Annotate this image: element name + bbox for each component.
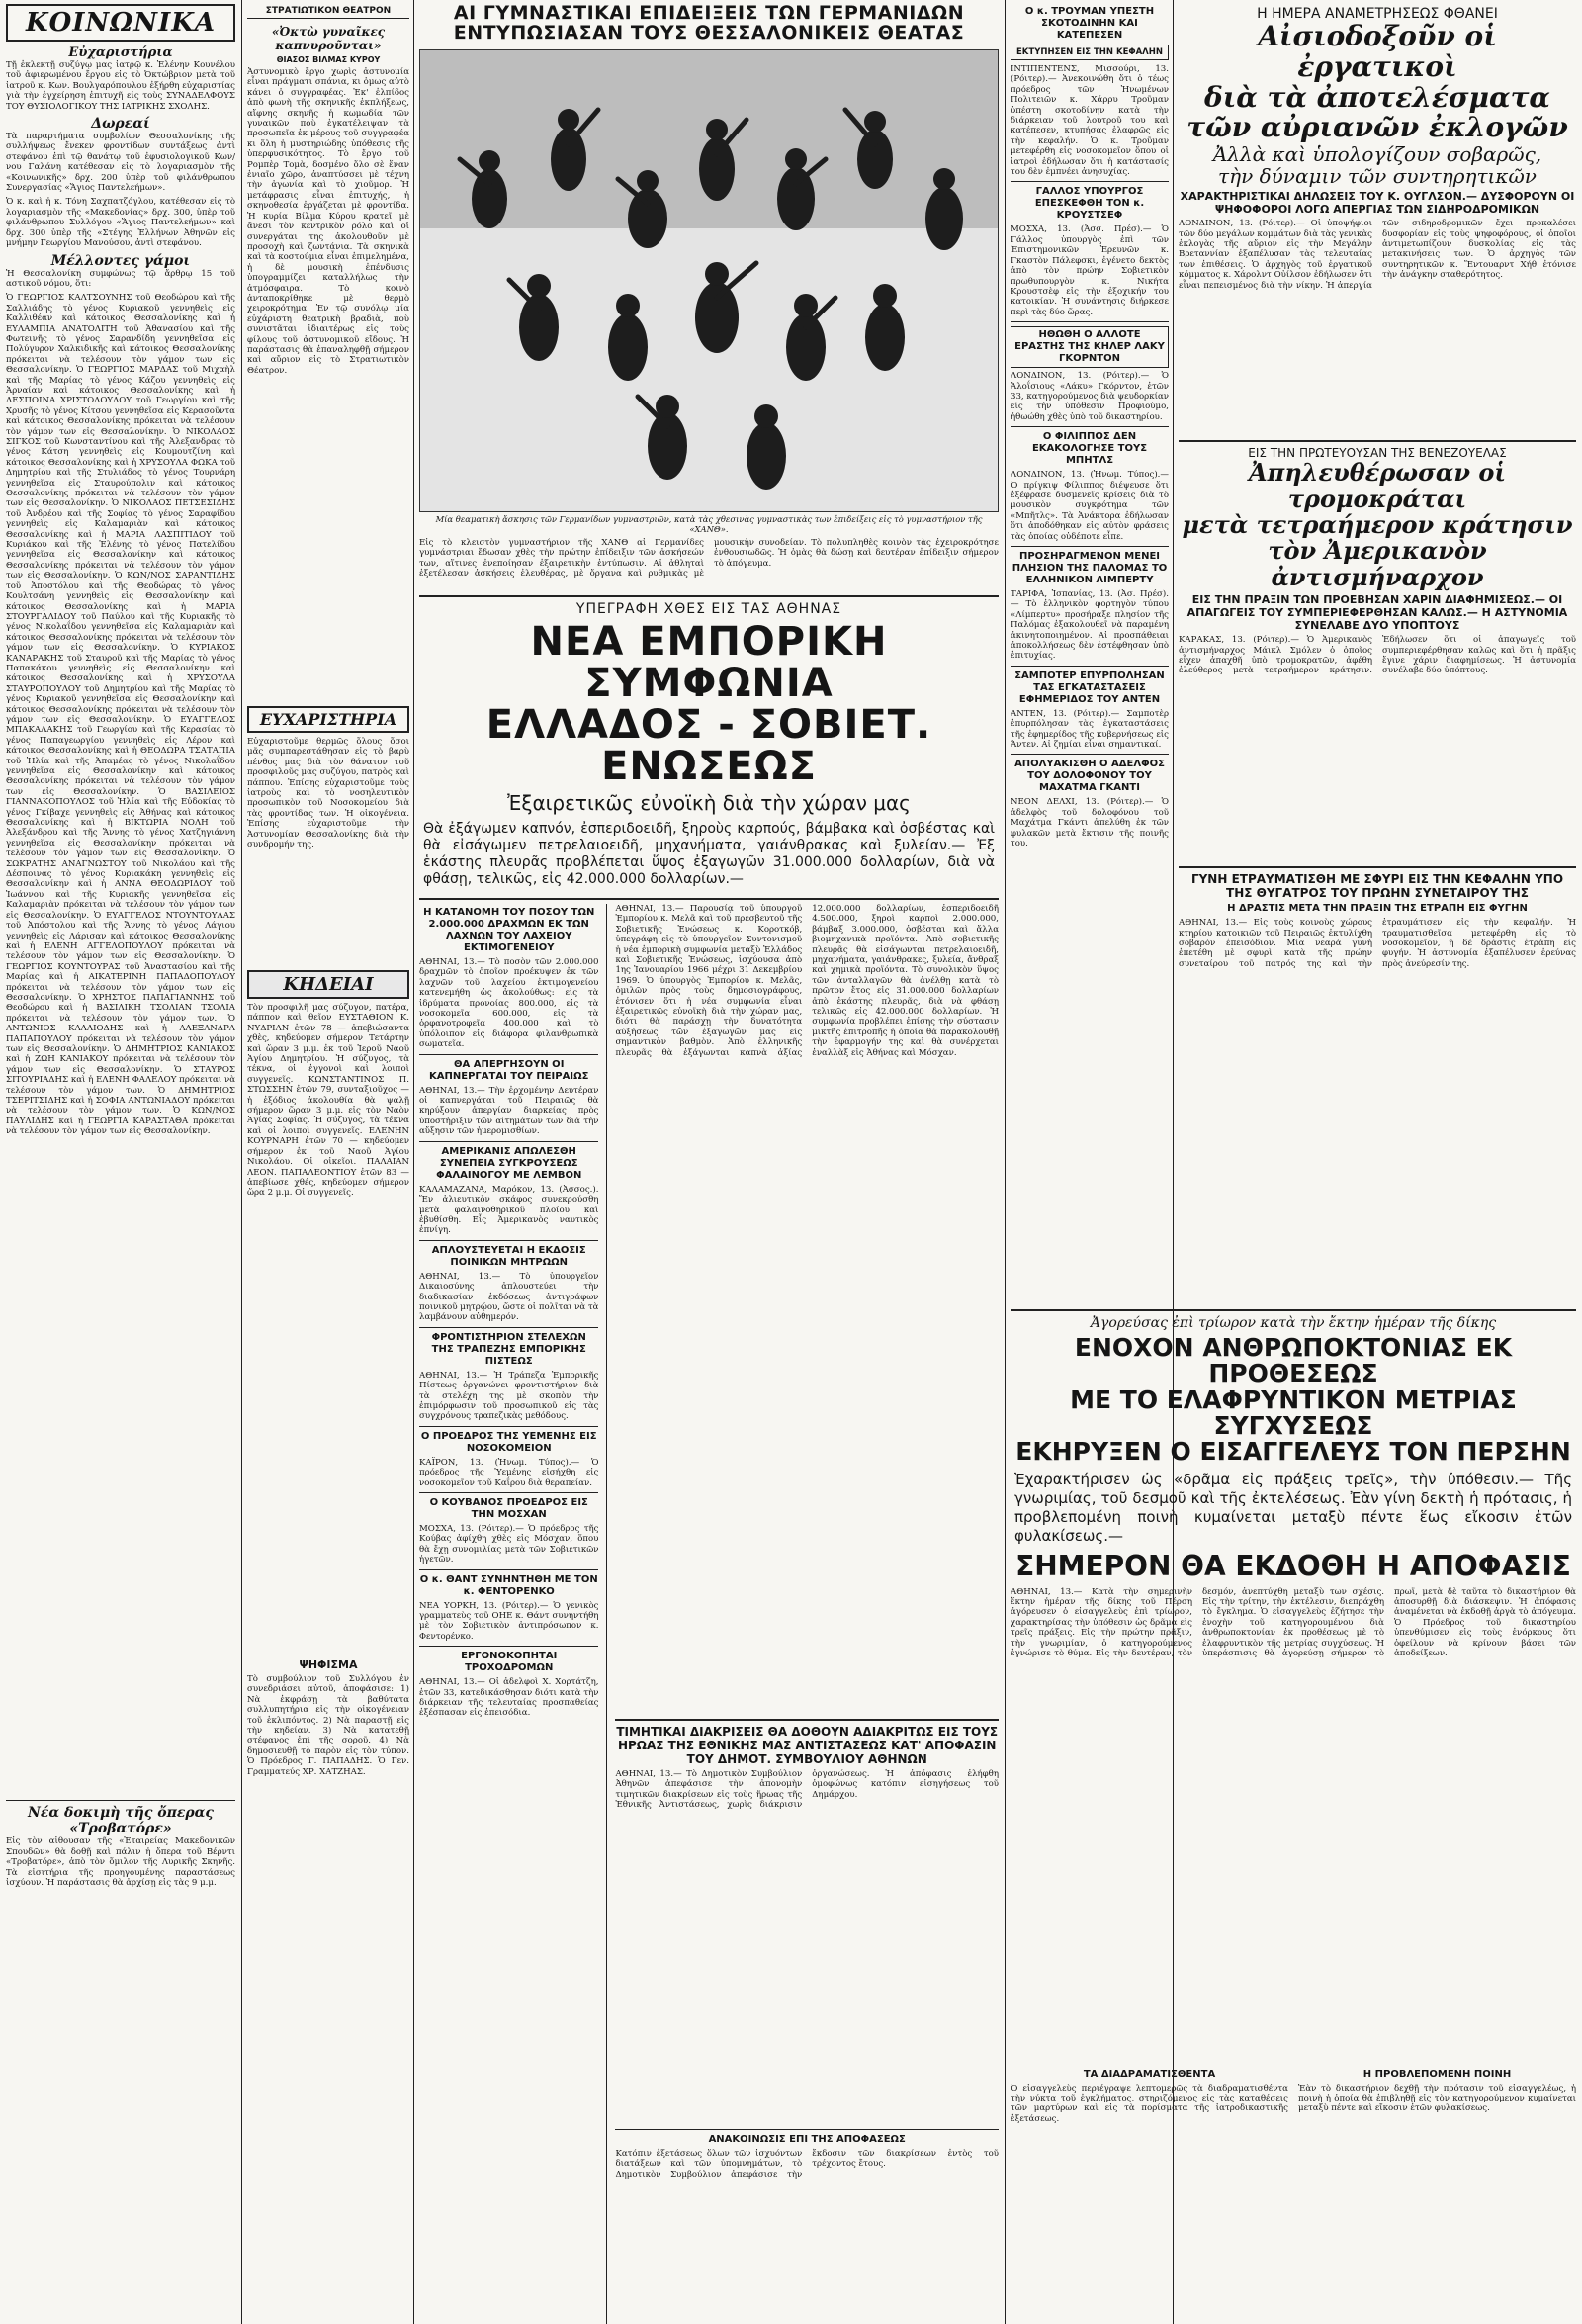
trade-headline-2: ΕΛΛΑΔΟΣ - ΣΟΒΙΕΤ. ΕΝΩΣΕΩΣ [485, 702, 932, 789]
resolution-title: ΨΗΦΙΣΜΑ [299, 1658, 358, 1671]
woman-text: ΑΘΗΝΑΙ, 13.— Εἰς τοὺς κοινοὺς χώρους κτηρίου κατοικιῶν τοῦ Πειραιῶς ἐκτυλίχθη σοβαρὸν ἐπεισόδιον. Μία νεαρὰ γυνὴ ἐπετέθη μὲ σφυρὶ κατὰ τῆς πρώην συνεταίρου τοῦ πατρός της καὶ τὴν ἐτραυμάτισεν εἰς τὴν κεφαλήν. Ἡ τραυματισθεῖσα μετεφέρθη εἰς τὸ νοσοκομεῖον, ἡ δὲ δράστις ἐτράπη εἰς φυγήν. Ἡ ἀστυνομία ἐξαπέλυσεν ἐρεύνας πρὸς ἀνεύρεσίν της. [1179, 918, 1576, 969]
woman-headline: ΓΥΝΗ ΕΤΡΑΥΜΑΤΙΣΘΗ ΜΕ ΣΦΥΡΙ ΕΙΣ ΤΗΝ ΚΕΦΑΛΗΝ ΥΠΟ ΤΗΣ ΘΥΓΑΤΡΟΣ ΤΟΥ ΠΡΩΗΝ ΣΥΝΕΤΑΙΡΟΥ ΤΗΣ [1190, 872, 1564, 901]
tobacco-strike-headline: ΘΑ ΑΠΕΡΓΗΣΟΥΝ ΟΙ ΚΑΠΝΕΡΓΑΤΑΙ ΤΟΥ ΠΕΙΡΑΙΩΣ [429, 1058, 589, 1082]
collision-headline: ΑΜΕΡΙΚΑΝΙΣ ΑΠΩΛΕΣΘΗ ΣΥΝΕΠΕΙΑ ΣΥΓΚΡΟΥΣΕΩΣ ΦΑΛΑΙΝΟΓΟΥ ΜΕ ΛΕΜΒΟΝ [436, 1145, 582, 1181]
trade-article: ΑΘΗΝΑΙ, 13.— Παρουσίᾳ τοῦ ὑπουργοῦ Ἐμπορίου κ. Μελᾶ καὶ τοῦ πρεσβευτοῦ τῆς Σοβιετικῆς Ἑνώσεως κ. Κοροτκόβ, ὑπεγράφη εἰς τὸ ὑπουργεῖον Συντονισμοῦ ἡ νέα ἐμπορικὴ συμφωνία μεταξὺ Ἑλλάδος καὶ Σοβιετικῆς Ἑνώσεως, ἰσχύουσα ἀπὸ 1ης Ἰανουαρίου 1966 μέχρι 31 Δεκεμβρίου 1969. Ὁ ὑπουργὸς Ἐμπορίου κ. Μελᾶς, ὁμιλῶν πρὸς τοὺς δημοσιογράφους, ἐτόνισεν ὅτι ἡ νέα συμφωνία εἶναι ἐξαιρετικῶς εὐνοϊκὴ διὰ τὴν χώραν μας, διότι θὰ παράσχῃ τὴν δυνατότητα αὐξήσεως τῶν ἐξαγωγῶν μας εἰς σημαντικὸν βαθμὸν. Ἀπὸ ἑλληνικῆς πλευρᾶς θὰ ἐξάγωνται καπνὰ ἀξίας 12.000.000 δολλαρίων, ἐσπεριδοειδῆ 4.500.000, ξηροὶ καρποὶ 2.000.000, βάμβαξ 3.000.000, ὀσβέσται καὶ ἄλλα βιομηχανικὰ προϊόντα. Ἀπὸ σοβιετικῆς πλευρᾶς θὰ εἰσάγωνται πετρελαιοειδῆ, μηχανήματα, γαιάνθρακες, ξυλεία, ἄνθραξ καὶ χημικὰ προϊόντα. Τὸ συνολικὸν ὕψος τῶν ἀνταλλαγῶν θὰ ἀνέλθῃ κατὰ τὸ πρῶτον ἔτος εἰς 31.000.000 δολλαρίων ἀπὸ ἑκάστης πλευρᾶς, διὰ νὰ φθάσῃ τελικῶς εἰς 42.000.000 δολλαρίων. Ἡ συμφωνία προβλέπει ἐπίσης τὴν σύστασιν μικτῆς ἐπιτροπῆς ἡ ὁποία θὰ παρακολουθῇ τὴν ἐφαρμογήν της καὶ θὰ συνέρχεται ἐναλλὰξ εἰς Ἀθήνας καὶ Μόσχαν. [615, 904, 999, 1058]
philip-text: ΛΟΝΔΙΝΟΝ, 13. (Ἡνωμ. Τύπος).— Ὁ πρίγκιψ Φίλιππος διέψευσε ὅτι ἐξέφρασε δυσμενεῖς κρίσεις διὰ τὸ μουσικὸν συγκρότημα τῶν «Μπῆτλς». Τὰ Ἀνάκτορα ἐδήλωσαν ὅτι ἀποδόθηκαν εἰς αὐτὸν φράσεις τὰς ὁποίας οὐδέποτε εἶπε. [1011, 470, 1169, 542]
road-text: ΑΘΗΝΑΙ, 13.— Οἱ ἀδελφοὶ Χ. Χορτάτζη, ἐτῶν 33, κατεδικάσθησαν διότι κατὰ τὴν διάρκειαν τῆς τελευταίας προσπαθείας ἐξέσπασαν εἰς ἐπεισόδια. [419, 1677, 599, 1719]
trial-kicker: Ἀγορεύσας ἐπὶ τρίωρον κατὰ τὴν ἔκτην ἡμέραν τῆς δίκης [1090, 1315, 1497, 1331]
play-title: «Ὀκτὼ γυναῖκες καπνυροῦνται» [271, 25, 386, 52]
trade-headline-1: ΝΕΑ ΕΜΠΟΡΙΚΗ ΣΥΜΦΩΝΙΑ [530, 619, 888, 706]
tobacco-strike-text: ΑΘΗΝΑΙ, 13.— Τὴν ἐρχομένην Δευτέραν οἱ καπνεργάται τοῦ Πειραιῶς θὰ κηρύξουν ἀπεργίαν διαρκείας πρὸς ὑποστήριξιν τῶν αἰτημάτων των διὰ τὴν αὔξησιν τῶν ἡμερομισθίων. [419, 1085, 599, 1137]
venezuela-headline-3: τὸν Ἀμερικανὸν ἀντισμήναρχον [1268, 536, 1487, 591]
aden-text: ΑΝΤΕΝ, 13. (Ρόιτερ).— Σαμποτὲρ ἐπυρπόλησαν τὰς ἐγκαταστάσεις τῆς ἐφημερίδος τῆς κυβερνήσεως εἰς Ἄντεν. Αἱ ζημίαι εἶναι σημαντικαί. [1011, 708, 1169, 751]
opera-text: Εἰς τὸν αἰθουσαν τῆς «Ἑταιρείας Μακεδονικῶν Σπουδῶν» θὰ δοθῇ καὶ πάλιν ἡ ὄπερα τοῦ Βέρντι «Τροβατόρε», ἀπὸ τὸν ὅμιλον τῆς Λυρικῆς Σκηνῆς. Τὰ εἰσιτήρια τῆς προηγουμένης παραστάσεως ἰσχύουν. Ἡ παράστασις θὰ ἀρχίσῃ εἰς τὰς 9 μ.μ. [6, 1836, 235, 1888]
gymnastics-photo [419, 49, 999, 512]
play-author: ΘΙΑΣΟΣ ΒΙΛΜΑΣ ΚΥΡΟΥ [276, 55, 381, 64]
trial-penalty-text: Ἐὰν τὸ δικαστήριον δεχθῇ τὴν πρότασιν τοῦ εἰσαγγελέως, ἡ ποινὴ ἡ ὁποία θὰ ἐπιβληθῇ εἰς τὸν κατηγορούμενον κυμαίνεται μεταξὺ πέντε καὶ εἴκοσιν ἐτῶν φυλακίσεως. [1298, 2083, 1576, 2114]
gymnastics-caption: Μία θεαματικὴ ἄσκησις τῶν Γερμανίδων γυμναστριῶν, κατὰ τὰς χθεσινὰς γυμναστικὰς των ἐπιδείξεις εἰς τὸ γυμναστήριον τῆς «ΧΑΝΘ». [435, 513, 983, 534]
criminal-records-text: ΑΘΗΝΑΙ, 13.— Τὸ ὑπουργεῖον Δικαιοσύνης ἀπλουστεύει τὴν διαδικασίαν ἐκδόσεως ἀντιγράφων ποινικοῦ μητρῴου, ὥστε οἱ πολῖται νὰ τὰ λαμβάνουν αὐθημερόν. [419, 1271, 599, 1323]
trial-headline-1: ΕΝΟΧΟΝ ΑΝΘΡΩΠΟΚΤΟΝΙΑΣ ΕΚ ΠΡΟΘΕΣΕΩΣ [1074, 1333, 1513, 1388]
trade-kicker: ΥΠΕΓΡΑΦΗ ΧΘΕΣ ΕΙΣ ΤΑΣ ΑΘΗΝΑΣ [575, 601, 842, 617]
thanks-title: Εὐχαριστήρια [68, 45, 173, 60]
opera-title: Νέα δοκιμὴ τῆς ὄπερας «Τροβατόρε» [28, 1805, 214, 1837]
venezuela-headline-1: Ἀπηλευθέρωσαν οἱ τρομοκράται [1249, 458, 1506, 513]
donations-text-b: Ὁ κ. καὶ ἡ κ. Τόνη Σαχπατζόγλου, κατέθεσαν εἰς τὸ λογαριασμὸν τῆς «Μακεδονίας» δρχ. 300, ὑπὲρ τοῦ φιλάνθρωπου Συλλόγου «Ἅγιος Παντελεήμων» καὶ δρχ. 300 ὑπὲρ τῆς «Στέγης Ἑλλήνων Ἀθηνῶν εἰς μνήμην Γεωργίου Μανούσου, ἀντὶ στεφάνου. [6, 197, 235, 249]
road-headline: ΕΡΓΟΝΟΚΟΠΗΤΑΙ ΤΡΟΧΟΔΡΟΜΩΝ [461, 1651, 558, 1674]
trade-lead: Θὰ ἐξάγωμεν καπνόν, ἐσπεριδοειδῆ, ξηροὺς καρπούς, βάμβακα καὶ ὀσβέστας καὶ θὰ εἰσάγωμεν πετρελαιοειδῆ, μηχανήματα, γαιάνθρακας καὶ ξυλείαν.— Ἐξ ἑκάστης πλευρᾶς προβλέπεται ὕψος ἐξαγωγῶν 31.000.000 δολλαρίων, διὰ νὰ φθάσῃ, τελικῶς, εἰς 42.000.000 δολλαρίων.— [423, 821, 995, 887]
election-subhead: ΧΑΡΑΚΤΗΡΙΣΤΙΚΑΙ ΔΗΛΩΣΕΙΣ ΤΟΥ Κ. ΟΥΓΛΣΟΝ.— ΔΥΣΦΟΡΟΥΝ ΟΙ ΨΗΦΟΦΟΡΟΙ ΛΟΓΩ ΑΠΕΡΓΙΑΣ ΤΩΝ ΣΙΔΗΡΟΔΡΟΜΙΚΩΝ [1180, 190, 1575, 217]
column-social [6, 0, 235, 2324]
resistance-headline: ΤΙΜΗΤΙΚΑΙ ΔΙΑΚΡΙΣΕΙΣ ΘΑ ΔΟΘΟΥΝ ΑΔΙΑΚΡΙΤΩΣ ΕΙΣ ΤΟΥΣ ΗΡΩΑΣ ΤΗΣ ΕΘΝΙΚΗΣ ΜΑΣ ΑΝΤΙΣΤΑΣΕΩΣ ΚΑΤ' ΑΠΟΦΑΣΙΝ ΤΟΥ ΔΗΜΟΤ. ΣΥΜΒΟΥΛΙΟΥ ΑΘΗΝΩΝ [616, 1725, 999, 1766]
criminal-records-headline: ΑΠΛΟΥΣΤΕΥΕΤΑΙ Η ΕΚΔΟΣΙΣ ΠΟΙΝΙΚΩΝ ΜΗΤΡΩΩΝ [431, 1244, 586, 1268]
thanks-text: Τῇ ἐκλεκτῇ συζύγῳ μας ἰατρῷ κ. Ἐλένην Κουνέλου τοῦ ἀφιερωμένου ἔργου εἰς τὸ Ὀκτώβριον μετὰ τοῦ ἰατροῦ κ. Κων. Βουλγαρόπουλου ἐξήρθη εὐχαριστίας γιὰ τὴν ἐγχείρηση ἐπιτυχῆ εἰς τοὺς ΣΥΝΑΔΕΛΦΟΥΣ ΤΟΥ ΘΥΣΙΟΛΟΓΙΚΟΥ ΤΗΣ ΙΑΤΡΙΚΗΣ ΣΧΟΛΗΣ. [6, 60, 235, 112]
trial-events-text: Ὁ εἰσαγγελεὺς περιέγραψε λεπτομερῶς τὰ διαδραματισθέντα τὴν νύκτα τοῦ ἐγκλήματος, στηριζόμενος εἰς τὰς καταθέσεις τῶν μαρτύρων καὶ εἰς τὰ πορίσματα τῆς ἰατροδικαστικῆς ἐξετάσεως. [1011, 2083, 1288, 2124]
funerals-text: Τὸν προσφιλῆ μας σύζυγον, πατέρα, πάππον καὶ θεῖον ΕΥΣΤΑΘΙΟΝ Κ. ΝΥΔΡΙΑΝ ἐτῶν 78 — ἀπεβιώσαντα χθὲς, κηδεύομεν σήμερον Τετάρτην καὶ ὥραν 3 μ.μ. ἐκ τοῦ Ἱεροῦ Ναοῦ Ἁγίου Δημητρίου. Ἡ σύζυγος, τὰ τέκνα, οἱ ἐγγονοὶ καὶ λοιποὶ συγγενεῖς. ΚΩΝΣΤΑΝΤΙΝΟΣ Π. ΣΤΩΣΣΗΝ ἐτῶν 79, συνταξιοῦχος — ἡ ἐξόδιος ἀκολουθία θὰ ψαλῇ σήμερον ὥραν 3 μ.μ. εἰς τὸν Ναὸν Ἁγίας Σοφίας. Ἡ σύζυγος, τὰ τέκνα καὶ οἱ λοιποὶ συγγενεῖς. ΕΛΕΝΗΝ ΚΟΥΡΝΑΡΗ ἐτῶν 70 — κηδεύομεν σήμερον ἐκ τοῦ Ναοῦ Ἁγίου Νικολάου. Οἱ οἰκεῖοι. ΠΑΛΑΙΑΝ ΛΕΟΝ. ΠΑΠΑΛΕΟΝΤΙΟΥ ἐτῶν 83 — ἀπεβίωσε χθές, κηδεύομεν σήμερον ὥρα 2 μ.μ. Οἱ συγγενεῖς. [247, 1003, 409, 1199]
truman-headline: Ο κ. ΤΡΟΥΜΑΝ ΥΠΕΣΤΗ ΣΚΟΤΟΔΙΝΗΝ ΚΑΙ ΚΑΤΕΠΕΣΕΝ [1024, 6, 1155, 41]
gordon-text: ΛΟΝΔΙΝΟΝ, 13. (Ρόιτερ).— Ὁ Ἀλοΐσιους «Λάκυ» Γκόρντον, ἐτῶν 33, κατηγορούμενος διὰ ψευδορκίαν εἰς τὴν ὑπόθεσιν Προφιούμο, ἠθωώθη χθὲς ὑπὸ τοῦ δικαστηρίου. [1011, 371, 1169, 422]
lottery-headline: Η ΚΑΤΑΝΟΜΗ ΤΟΥ ΠΟΣΟΥ ΤΩΝ 2.000.000 ΔΡΑΧΜΩΝ ΕΚ ΤΩΝ ΛΑΧΝΩΝ ΤΟΥ ΛΑΧΕΙΟΥ ΕΚΤΙΜΟΓΕΝΕΙΟΥ [423, 907, 595, 953]
resistance-text: ΑΘΗΝΑΙ, 13.— Τὸ Δημοτικὸν Συμβούλιον Ἀθηνῶν ἀπεφάσισε τὴν ἀπονομὴν τιμητικῶν διακρίσεων εἰς τοὺς ἥρωας τῆς Ἐθνικῆς Ἀντιστάσεως, χωρὶς διάκρισιν ὀργανώσεως. Ἡ ἀπόφασις ἐλήφθη ὁμοφώνως κατόπιν εἰσηγήσεως τοῦ Δημάρχου. [615, 1769, 999, 1811]
election-headline-2: διὰ τὰ ἀποτελέσματα [1204, 80, 1550, 114]
philip-headline: Ο ΦΙΛΙΠΠΟΣ ΔΕΝ ΕΚΑΚΟΛΟΓΗΣΕ ΤΟΥΣ ΜΠΗΤΛΣ [1031, 431, 1148, 467]
trial-story [1011, 1305, 1576, 2324]
election-deck-2: τὴν δύναμιν τῶν συντηρητικῶν [1218, 164, 1537, 189]
gandhi-text: ΝΕΟΝ ΔΕΛΧΙ, 13. (Ρόιτερ).— Ὁ ἀδελφὸς τοῦ δολοφόνου τοῦ Μαχάτμα Γκάντι ἀπελύθη ἐκ τῶν φυλακῶν μετὰ ἔκτισιν τῆς ποινῆς του. [1011, 797, 1169, 849]
election-headline-1: Αἰσιοδοξοῦν οἱ ἐργατικοὶ [1258, 20, 1497, 83]
liberty-text: ΤΑΡΙΦΑ, Ἱσπανίας, 13. (Ἀσ. Πρέσ).— Τὸ ἑλληνικὸν φορτηγὸν τύπου «Λίμπερτυ» προσήραξε πλησίον τῆς Παλόμας ἐξακολουθεῖ νὰ παραμένη ἀκινητοποιημένον. Αἱ προσπάθειαι ἀποκολλήσεως δὲν ἐστέφθησαν ὑπὸ ἐπιτυχίας. [1011, 589, 1169, 662]
truman-text: ΙΝΤΙΠΕΝΤΕΝΣ, Μισσούρι, 13. (Ρόιτερ).— Ἀνεκοινώθη ὅτι ὁ τέως πρόεδρος τῶν Ἡνωμένων Πολιτειῶν κ. Χάρρυ Τροῦμαν ὑπέστη σκοτοδίνην κατὰ τὴν διάρκειαν τοῦ λουτροῦ του καὶ κατέπεσεν, κτυπήσας ἐλαφρῶς εἰς τὴν κεφαλήν. Ὁ κ. Τροῦμαν μετεφέρθη εἰς νοσοκομεῖον ὅπου οἱ ἰατροὶ ἐδήλωσαν ὅτι ἡ κατάστασίς του δὲν ἐμπνέει ἀνησυχίας. [1011, 64, 1169, 178]
play-review: Ἀστυνομικὸ ἔργο χωρὶς ἀστυνομία εἶναι πράγματι σπάνια, κι ὁμως αὐτὸ κάνει ὁ συγγραφέας. Ἐκ' ἐλπίδος ἀπὸ φωνὴ τῆς σκηνικῆς ἐκπλήξεως, αἴφνης σκηνῆς ἡ κωμωδία τῶν γυναικῶν ποὺ ἐγκατέλειψαν τὰ προσωπεῖα ἐκ μέρους τοῦ συγγραφέα κι ὅλη ἡ μυστηριώδης ὑπόθεσις τῆς ὑπερφυσικότητος. Τὸ ἔργο τοῦ Ρομπὲρ Τομὰ, δοσμένο ὅλο σὲ ἕναν ἐνιαῖο χῶρο, ἀναπτύσσει μὲ τέχνη τὴν ἀγωνία καὶ τὸ χιοῦμορ. Ἡ μετάφρασις εἶναι ἐπιτυχής, ἡ σκηνοθεσία ἐργάζεται μὲ φροντίδα. Ἡ κυρία Βίλμα Κύρου κρατεῖ μὲ ἄνεσι τὸν κεντρικὸν ρόλο καὶ οἱ συνεργάται της ἀκολουθοῦν μὲ προσοχὴ καὶ ζωντάνια. Τὰ σκηνικὰ καὶ τὰ κοστούμια εἶναι ἐπιμελημένα, ἡ δὲ μουσικὴ ἐπένδυσις ὑπογραμμίζει καταλλήλως τὴν ἀτμόσφαιρα. Τὸ κοινὸ ἀνταποκρίθηκε μὲ θερμὸ χειροκρότημα. Ἐν τῷ συνόλῳ μία εὐχάριστη θεατρικὴ βραδιὰ, ποὺ συνιστᾶται ἰδιαιτέρως εἰς τοὺς φίλους τοῦ ἀστυνομικοῦ εἴδους. Ἡ παράστασις θὰ ἐπαναληφθῇ σήμερον καὶ αὔριον εἰς τὸ Στρατιωτικὸν Θέατρον. [247, 67, 409, 376]
truman-subhead: ΕΚΤΥΠΗΣΕΝ ΕΙΣ ΤΗΝ ΚΕΦΑΛΗΝ [1011, 45, 1169, 60]
election-kicker: Η ΗΜΕΡΑ ΑΝΑΜΕΤΡΗΣΕΩΣ ΦΘΑΝΕΙ [1257, 6, 1498, 22]
trial-decision-headline: ΣΗΜΕΡΟΝ ΘΑ ΕΚΔΟΘΗ Η ΑΠΟΦΑΣΙΣ [1015, 1550, 1571, 1583]
masthead-koinonika: ΚΟΙΝΩΝΙΚΑ [6, 4, 235, 42]
cuba-text: ΜΟΣΧΑ, 13. (Ρόιτερ).— Ὁ πρόεδρος τῆς Κούβας ἀφίχθη χθὲς εἰς Μόσχαν, ὅπου θὰ ἔχῃ συνομιλίας μετὰ τῶν Σοβιετικῶν ἡγετῶν. [419, 1524, 599, 1565]
liberty-headline: ΠΡΟΣΗΡΑΓΜΕΝΟΝ ΜΕΝΕΙ ΠΛΗΣΙΟΝ ΤΗΣ ΠΑΛΟΜΑΣ ΤΟ ΕΛΛΗΝΙΚΟΝ ΛΙΜΠΕΡΤΥ [1011, 551, 1168, 585]
gymnastics-headline: ΑΙ ΓΥΜΝΑΣΤΙΚΑΙ ΕΠΙΔΕΙΞΕΙΣ ΤΩΝ ΓΕΡΜΑΝΙΔΩΝ ΕΝΤΥΠΩΣΙΑΣΑΝ ΤΟΥΣ ΘΕΣΣΑΛΟΝΙΚΕΙΣ ΘΕΑΤΑΣ [453, 2, 965, 44]
column-wire [1011, 0, 1169, 1305]
gandhi-headline: ΑΠΟΛΥΑΚΙΣΘΗ Ο ΑΔΕΛΦΟΣ ΤΟΥ ΔΟΛΟΦΟΝΟΥ ΤΟΥ ΜΑΧΑΤΜΑ ΓΚΑΝΤΙ [1014, 759, 1165, 794]
lottery-text: ΑΘΗΝΑΙ, 13.— Τὸ ποσὸν τῶν 2.000.000 δραχμῶν τὸ ὁποῖον προέκυψεν ἐκ τῶν λαχνῶν τοῦ λαχείου ἐκτιμογενείου κατενεμήθη ὡς ἀκολούθως: εἰς τὰ ἱδρύματα προνοίας 800.000, εἰς τὰ νοσοκομεῖα 600.000, εἰς τὰ ὀρφανοτροφεῖα 400.000 καὶ τὸ ὑπόλοιπον εἰς διάφορα φιλανθρωπικὰ σωματεῖα. [419, 957, 599, 1050]
gymnasts-illustration [420, 50, 999, 512]
cuba-headline: Ο ΚΟΥΒΑΝΟΣ ΠΡΟΕΔΡΟΣ ΕΙΣ ΤΗΝ ΜΟΣΧΑΝ [429, 1497, 588, 1520]
election-text: ΛΟΝΔΙΝΟΝ, 13. (Ρόιτερ).— Οἱ ὑποψήφιοι τῶν δύο μεγάλων κομμάτων διὰ τὰς γενικὰς ἐκλογὰς τῆς αὔριον εἰς τὴν Μεγάλην Βρεταννίαν ἐξαπέλυσαν τὰς τελευταίας των ἐπιθέσεις. Ὁ ἀρχηγὸς τοῦ ἐργατικοῦ κόμματος κ. Χάρολντ Οὐίλσον ἐδήλωσεν ὅτι εἶναι πεπεισμένος διὰ τὴν νίκην. Ἡ ἀπεργία τῶν σιδηροδρομικῶν ἔχει προκαλέσει δυσφορίαν εἰς τοὺς ψηφοφόρους, οἱ ὁποῖοι ἀντιμετωπίζουν δυσκολίας εἰς τὰς μετακινήσεις των. Ὁ ἀρχηγὸς τῶν συντηρητικῶν κ. Ἕντουαρντ Χήθ ἐτόνισε τὴν ἀνάγκην σταθερότητος. [1179, 219, 1576, 291]
trade-deck: Ἐξαιρετικῶς εὐνοϊκὴ διὰ τὴν χώραν μας [507, 791, 911, 815]
donations-title: Δωρεαί [91, 116, 150, 133]
trade-subcol-1 [419, 904, 598, 2324]
decision-text: Κατόπιν ἐξετάσεως ὅλων τῶν ἰσχυόντων διατάξεων καὶ τῶν ὑπομνημάτων, τὸ Δημοτικὸν Συμβούλιον ἀπεφάσισε τὴν ἔκδοσιν τῶν διακρίσεων ἐντὸς τοῦ τρέχοντος ἔτους. [615, 2149, 999, 2180]
trial-events-title: ΤΑ ΔΙΑΔΡΑΜΑΤΙΣΘΕΝΤΑ [1083, 2068, 1216, 2080]
weddings-text: Ὁ ΓΕΩΡΓΙΟΣ ΚΑΛΤΣΟΥΝΗΣ τοῦ Θεοδώρου καὶ τῆς Σαλλιάδης τὸ γένος Κυριακοῦ γεννηθεὶς εἰς Καλλιθέαν καὶ κάτοικος Θεσσαλονίκης καὶ ἡ ΕΥΛΑΜΠΙΑ ΑΝΑΤΟΛΙΤΗ τοῦ Ἀθανασίου καὶ τῆς Φωτεινῆς τὸ γένος Σαρανδίδη γεννηθεῖσα εἰς Πολύγυρον Χαλκιδικῆς καὶ κάτοικος Θεσσαλονίκης πρόκειται νὰ τελέσουν τὸν γάμον των εἰς Θεσσαλονίκην. Ὁ ΓΕΩΡΓΙΟΣ ΜΑΡΔΑΣ τοῦ Μιχαὴλ καὶ τῆς Μαρίας τὸ γένος Κάζου γεννηθεὶς εἰς Ἀρναίαν καὶ κάτοικος Θεσσαλονίκης καὶ ἡ ΔΕΣΠΟΙΝΑ ΧΡΙΣΤΟΔΟΥΛΟΥ τοῦ Γεωργίου καὶ τῆς Χρυσῆς τὸ γένος Κίτσου γεννηθεῖσα εἰς Κερασοῦντα καὶ κάτοικος Θεσσαλονίκης πρόκειται νὰ τελέσουν τὸν γάμον των εἰς Θεσσαλονίκην. Ὁ ΝΙΚΟΛΑΟΣ ΣΙΓΚΟΣ τοῦ Κωνσταντίνου καὶ τῆς Ἀλεξανδρας τὸ γένος Κάτση γεννηθεὶς εἰς Κουμουτζίνη καὶ κάτοικος Θεσσαλονίκης καὶ ἡ ΧΡΥΣΟΥΛΑ ΦΩΚΑ τοῦ Δημητρίου καὶ τῆς Στυλιάδος τὸ γένος Τουρνάρη γεννηθεῖσα εἰς Σταυρούπολιν καὶ κάτοικος Θεσσαλονίκης πρόκειται νὰ τελέσουν τὸν γάμον των εἰς Θεσσαλονίκην. Ὁ ΝΙΚΟΛΑΟΣ ΠΕΤΣΕΣΙΔΗΣ τοῦ Ἀνδρέου καὶ τῆς Σοφίας τὸ γένος Σαραφίδου γεννηθεὶς εἰς Καλαμαριὰν καὶ κάτοικος Θεσσαλονίκης καὶ ἡ ΜΑΡΙΑ ΛΑΣΠΙΤΙΔΟΥ τοῦ Κυριάκου καὶ τῆς Ἐλένης τὸ γένος Πατελίδου γεννηθεῖσα εἰς Θεσσαλονίκην καὶ κάτοικος Θεσσαλονίκης πρόκειται νὰ τελέσουν τὸν γάμον των εἰς Θεσσαλονίκην. Ὁ ΚΩΝ/ΝΟΣ ΣΑΡΑΝΤΙΔΗΣ τοῦ Ἀποστόλου καὶ τῆς Θεοδώρας τὸ γένος Κουλτσάνη γεννηθεὶς εἰς Θεσσαλονίκην καὶ κάτοικος Θεσσαλονίκης καὶ ἡ ΜΑΡΙΑ ΣΤΟΥΡΓΑΛΙΔΟΥ τοῦ Παύλου καὶ τῆς Κυριακῆς τὸ γένος Νικολαΐδου γεννηθεῖσα εἰς Καλαμαριὰν καὶ κάτοικος Θεσσαλονίκης πρόκειται νὰ τελέσουν τὸν γάμον των εἰς Θεσσαλονίκην. Ὁ ΚΥΡΙΑΚΟΣ ΚΑΝΑΡΑΚΗΣ τοῦ Σταυροῦ καὶ τῆς Μαρίας τὸ γένος Παπακάκου γεννηθεὶς εἰς Θεσσαλονίκην καὶ κάτοικος Θεσσαλονίκης καὶ ἡ ΧΡΥΣΟΥΛΑ ΣΤΑΥΡΟΠΟΥΛΟΥ τοῦ Δημητρίου καὶ τῆς Μαρίας τὸ γένος Κυριακοῦ γεννηθεῖσα εἰς Θεσσαλονίκην καὶ κάτοικος Θεσσαλονίκης πρόκειται νὰ τελέσουν τὸν γάμον των εἰς Θεσσαλονίκην. Ὁ ΕΥΑΓΓΕΛΟΣ ΜΠΑΚΑΛΑΚΗΣ τοῦ Γεωργίου καὶ τῆς Κερασίας τὸ γένος Παπαγεωργίου γεννηθεὶς εἰς Λέρον καὶ κάτοικος Θεσσαλονίκης καὶ ἡ ΘΕΟΔΩΡΑ ΤΣΑΤΑΠΙΑ τοῦ Ἠλία καὶ τῆς Ἀπαμέας τὸ γένος Νικολαΐδου γεννηθεῖσα εἰς Θεσσαλονίκην καὶ κάτοικος Θεσσαλονίκης πρόκειται νὰ τελέσουν τὸν γάμον των εἰς Θεσσαλονίκην. Ὁ ΒΑΣΙΛΕΙΟΣ ΓΙΑΝΝΑΚΟΠΟΥΛΟΣ τοῦ Ἠλία καὶ τῆς Εὐδοκίας τὸ γένος Γκίβαχε γεννηθεὶς εἰς Ἀθήνας καὶ κάτοικος Θεσσαλονίκης καὶ ἡ ΒΙΚΤΩΡΙΑ ΝΟΛΗ τοῦ Ἀλεξάνδρου καὶ τῆς Ἄννης τὸ γένος Χατζηγιάννη γεννηθεῖσα εἰς Θεσσαλονίκην πρόκειται νὰ τελέσουν τὸν γάμον των εἰς Θεσσαλονίκην. Ὁ ΣΩΚΡΑΤΗΣ ΑΝΑΓΝΩΣΤΟΥ τοῦ Νικολάου καὶ τῆς Δέσποινας τὸ γένος Κυριακάκη γεννηθεὶς εἰς Θεσσαλονίκην καὶ ἡ ΑΝΝΑ ΘΕΟΔΩΡΙΔΟΥ τοῦ Ἰωάννου καὶ τῆς Κυριακῆς γεννηθεῖσα εἰς Καλαμαριὰν πρόκειται νὰ τελέσουν τὸν γάμον των εἰς Θεσσαλονίκην. Ὁ ΕΥΑΓΓΕΛΟΣ ΝΤΟΥΝΤΟΥΛΑΣ τοῦ Ἀπόστολου καὶ τῆς Ἄννης τὸ γένος Λάγιου γεννηθεὶς εἰς Λάρισαν καὶ κάτοικος Θεσσαλονίκης καὶ ἡ ΕΛΕΝΗ ΑΓΓΕΛΟΠΟΥΛΟΥ πρόκειται νὰ τελέσουν τὸν γάμον των εἰς Θεσσαλονίκην. Ὁ ΓΕΩΡΓΙΟΣ ΚΟΥΝΤΟΥΡΑΣ τοῦ Ἀναστασίου καὶ τῆς Μαρίας καὶ ἡ ΑΙΚΑΤΕΡΙΝΗ ΠΑΠΑΔΟΠΟΥΛΟΥ πρόκειται νὰ τελέσουν τὸν γάμον των εἰς Θεσσαλονίκην. Ὁ ΧΡΗΣΤΟΣ ΠΑΠΑΓΙΑΝΝΗΣ τοῦ Θεοδώρου καὶ ἡ ΒΑΣΙΛΙΚΗ ΤΣΟΛΙΑΝ ΤΣΟΛΙΑ πρόκειται νὰ τελέσουν τὸν γάμον των. Ὁ ΑΝΤΩΝΙΟΣ ΚΑΛΛΙΟΔΗΣ καὶ ἡ ΑΛΕΞΑΝΔΡΑ ΠΑΠΑΠΟΥΛΟΥ πρόκειται νὰ τελέσουν τὸν γάμον των εἰς Θεσσαλονίκην. Ὁ ΔΗΜΗΤΡΙΟΣ ΚΑΝΙΑΚΟΣ καὶ ἡ ΖΩΗ ΚΑΝΙΑΚΟΥ πρόκειται νὰ τελέσουν τὸν γάμον των εἰς Θεσσαλονίκην. Ὁ ΣΤΑΥΡΟΣ ΣΙΤΟΥΡΙΑΔΗΣ καὶ ἡ ΕΛΕΝΗ ΦΑΛΕΛΟΥ πρόκειται νὰ τελέσουν τὸν γάμον των. Ὁ ΔΗΜΗΤΡΙΟΣ ΤΣΕΡΙΤΣΙΔΗΣ καὶ ἡ ΣΟΦΙΑ ΑΝΤΩΝΙΑΔΟΥ πρόκειται νὰ τελέσουν τὸν γάμον των. Ὁ ΚΩΝ/ΝΟΣ ΠΑΥΛΙΔΗΣ καὶ ἡ ΓΕΩΡΓΙΑ ΚΑΡΑΣΤΑΘΑ πρόκειται νὰ τελέσουν τὸν γάμον των εἰς Θεσσαλονίκην. [6, 293, 235, 1137]
bank-seminar-text: ΑΘΗΝΑΙ, 13.— Ἡ Τράπεζα Ἐμπορικῆς Πίστεως ὀργανώνει φροντιστήριον διὰ τὰ στελέχη της μὲ σκοπὸν τὴν ἐπιμόρφωσιν τοῦ προσωπικοῦ εἰς τὰς συγχρόνους τραπεζικὰς μεθόδους. [419, 1370, 599, 1422]
resolution-text: Τὸ συμβούλιον τοῦ Συλλόγου ἐν συνεδριάσει αὐτοῦ, ἀποφάσισε: 1) Νὰ ἐκφράσῃ τὰ βαθύτατα συλλυπητήρια εἰς τὴν οἰκογένειαν τοῦ ἐκλιπόντος. 2) Νὰ παραστῇ εἰς τὴν κηδείαν. 3) Νὰ κατατεθῇ στέφανος ἐπὶ τῆς σοροῦ. 4) Νὰ δημοσιευθῇ τὸ παρὸν εἰς τὸν τύπον. Ὁ Πρόεδρος Γ. ΠΑΠΑΔΗΣ. Ὁ Γεν. Γραμματεύς ΧΡ. ΧΑΤΖΗΑΣ. [247, 1674, 409, 1777]
election-deck-1: Ἀλλὰ καὶ ὑπολογίζουν σοβαρῶς, [1212, 142, 1542, 167]
yemen-headline: Ο ΠΡΟΕΔΡΟΣ ΤΗΣ ΥΕΜΕΝΗΣ ΕΙΣ ΝΟΣΟΚΟΜΕΙΟΝ [420, 1430, 597, 1454]
funerals-title: ΚΗΔΕΙΑΙ [247, 970, 409, 999]
yemen-text: ΚΑΪΡΟΝ, 13. (Ἡνωμ. Τύπος).— Ὁ πρόεδρος τῆς Ὑεμένης εἰσήχθη εἰς νοσοκομεῖον τοῦ Καΐρου διὰ θεραπείαν. [419, 1457, 599, 1488]
trial-deck: Ἐχαρακτήρισεν ὡς «δρᾶμα εἰς πράξεις τρεῖς», τὴν ὑπόθεσιν.— Τῆς γνωριμίας, τοῦ δεσμοῦ καὶ τῆς ἐκτελέσεως. Ἐὰν γίνη δεκτὴ ἡ πρότασις, ἡ προβλεπομένη ποινὴ κυμαίνεται μεταξὺ πέντε ἕως εἴκοσιν ἐτῶν φυλακίσεως.— [1014, 1471, 1572, 1546]
french-minister-headline: ΓΑΛΛΟΣ ΥΠΟΥΡΓΟΣ ΕΠΕΣΚΕΦΘΗ ΤΟΝ κ. ΚΡΟΥΣΤΣΕΦ [1034, 186, 1145, 222]
column-foreign [1179, 0, 1576, 1305]
column-theater [247, 0, 409, 2324]
trade-subcol-2 [615, 904, 999, 2324]
collision-text: ΚΑΛΑΜΑΖΑΝΑ, Μαρόκον, 13. (Ἀσσος.). Ἕν ἁλιευτικὸν σκάφος συνεκρούσθη μετὰ φαλαινοθηρικοῦ πλοίου καὶ ἐβυθίσθη. Εἷς Ἀμερικανὸς ναυτικὸς ἐπνίγη. [419, 1184, 599, 1236]
gordon-headline: ΗΘΩΘΗ Ο ΑΛΛΟΤΕ ΕΡΑΣΤΗΣ ΤΗΣ ΚΗΛΕΡ ΛΑΚΥ ΓΚΟΡΝΤΟΝ [1011, 326, 1169, 368]
thanks-box-title: ΕΥΧΑΡΙΣΤΗΡΙΑ [247, 706, 409, 733]
venezuela-kicker: ΕΙΣ ΤΗΝ ΠΡΩΤΕΥΟΥΣΑΝ ΤΗΣ ΒΕΝΕΖΟΥΕΛΑΣ [1248, 446, 1507, 461]
decision-headline: ΑΝΑΚΟΙΝΩΣΙΣ ΕΠΙ ΤΗΣ ΑΠΟΦΑΣΕΩΣ [708, 2134, 906, 2145]
donations-text: Τὰ παραρτήματα συμβολίων Θεσσαλονίκης τῆς συλλήψεως ἔνεκεν φροντίδων συντάξεως ἀντὶ στεφάνου ἐπὶ τῷ θανάτῳ τοῦ ἐφυσιολογικοῦ Κων/νου Γαλάνη κατέθεσαν εἰς τὸ λογαριασμὸν τῆς «Κοινωνικῆς» δρχ. 200 ὑπὲρ τοῦ φιλάνθρωπου Συνεργασίας «Ἅγιος Παντελεήμων». [6, 132, 235, 194]
thant-text: ΝΕΑ ΥΟΡΚΗ, 13. (Ρόιτερ).— Ὁ γενικὸς γραμματεὺς τοῦ ΟΗΕ κ. Θάντ συνηντήθη μὲ τὸν Σοβιετικὸν ἀντιπρόσωπον κ. Φεντορένκο. [419, 1600, 599, 1642]
bank-seminar-headline: ΦΡΟΝΤΙΣΤΗΡΙΟΝ ΣΤΕΛΕΧΩΝ ΤΗΣ ΤΡΑΠΕΖΗΣ ΕΜΠΟΡΙΚΗΣ ΠΙΣΤΕΩΣ [431, 1331, 586, 1367]
venezuela-headline-2: μετὰ τετραήμερον κράτησιν [1182, 509, 1573, 539]
french-minister-text: ΜΟΣΧΑ, 13. (Ἀσσ. Πρέσ).— Ὁ Γάλλος ὑπουργὸς ἐπὶ τῶν Ἐπιστημονικῶν Ἐρευνῶν κ. Γκαστὸν Πάλεφσκι, ἐγένετο δεκτὸς ἀπὸ τὸν πρώην Σοβιετικὸν πρωθυπουργὸν κ. Νικήτα Κρουστσὲφ εἰς τὴν ἐξοχικήν του κατοικίαν. Ἡ συνάντησις διήρκεσε περὶ τὰς δύο ὥρας. [1011, 224, 1169, 317]
aden-headline: ΣΑΜΠΟΤΕΡ ΕΠΥΡΠΟΛΗΣΑΝ ΤΑΣ ΕΓΚΑΤΑΣΤΑΣΕΙΣ ΕΦΗΜΕΡΙΔΟΣ ΤΟΥ ΑΝΤΕΝ [1014, 670, 1165, 705]
gymnastics-text: Εἰς τὸ κλειστὸν γυμναστήριον τῆς ΧΑΝΘ αἱ Γερμανίδες γυμνάστριαι ἔδωσαν χθὲς τὴν πρώτην ἐπίδειξιν τῶν ἀσκήσεών των, αἵτινες ἐνεποίησαν ἐξαιρετικὴν ἐντύπωσιν. Αἱ ἀθληταὶ ἐξετέλεσαν ἀσκήσεις ἐλευθέρας, μὲ ὄργανα καὶ ρυθμικὰς μὲ μουσικὴν συνοδείαν. Τὸ πολυπληθὲς κοινὸν τὰς ἐχειροκρότησε ἐνθουσιωδῶς. Ἡ ὁμὰς θὰ δώσῃ καὶ δευτέραν ἐπίδειξιν σήμερον τὸ ἀπόγευμα. [419, 537, 999, 580]
trial-text: ΑΘΗΝΑΙ, 13.— Κατὰ τὴν σημερινὴν ἕκτην ἡμέραν τῆς δίκης τοῦ Πέρση ἀγόρευσεν ὁ εἰσαγγελεὺς ἐπὶ τρίωρον, χαρακτηρίσας τὴν ὑπόθεσιν ὡς δρᾶμα εἰς τρεῖς πράξεις. Εἰς τὴν πρώτην πρᾶξιν, τὴν γνωριμίαν, ὁ κατηγορούμενος ἐγνώρισε τὸ θύμα. Εἰς τὴν δευτέραν, τὸν δεσμόν, ἀνεπτύχθη μεταξὺ των σχέσις. Εἰς τὴν τρίτην, τὴν ἐκτέλεσιν, διεπράχθη τὸ ἔγκλημα. Ὁ εἰσαγγελεὺς ἐζήτησε τὴν ἐνοχὴν τοῦ κατηγορουμένου διὰ ἀνθρωποκτονίαν ἐκ προθέσεως μὲ τὸ ἐλαφρυντικὸν τῆς μετρίας συγχύσεως. Ἡ ὑπεράσπισις θὰ ἀγορεύσῃ σήμερον τὸ πρωΐ, μετὰ δὲ ταῦτα τὸ δικαστήριον θὰ ἀποσυρθῇ διὰ διάσκεψιν. Ἡ ἀπόφασις ἀναμένεται νὰ ἐκδοθῇ ἀργὰ τὸ ἀπόγευμα. Ὁ Πρόεδρος τοῦ δικαστηρίου ὑπενθύμισεν εἰς τοὺς ἐνόρκους ὅτι ὀφείλουν νὰ κρίνουν βάσει τῶν ἀποδείξεων. [1011, 1586, 1576, 1659]
trade-story [419, 591, 999, 2324]
theater-head: ΣΤΡΑΤΙΩΤΙΚΟΝ ΘΕΑΤΡΟΝ [247, 0, 409, 19]
venezuela-subhead: ΕΙΣ ΤΗΝ ΠΡΑΞΙΝ ΤΩΝ ΠΡΟΕΒΗΣΑΝ ΧΑΡΙΝ ΔΙΑΦΗΜΙΣΕΩΣ.— ΟΙ ΑΠΑΓΩΓΕΙΣ ΤΟΥ ΣΥΜΠΕΡΙΕΦΕΡΘΗΣΑΝ ΚΑΛΩΣ.— Η ΑΣΤΥΝΟΜΙΑ ΣΥΝΕΛΑΒΕ ΔΥΟ ΥΠΟΠΤΟΥΣ [1186, 593, 1568, 633]
trial-penalty-title: Η ΠΡΟΒΛΕΠΟΜΕΝΗ ΠΟΙΝΗ [1362, 2068, 1512, 2080]
weddings-intro: Ἡ Θεσσαλονίκη συμφώνως τῷ ἄρθρῳ 15 τοῦ αστικοῦ νόμου, ὅτι: [6, 268, 235, 289]
thanks-box-text: Εὐχαριστοῦμε θερμῶς ὅλους ὅσοι μᾶς συμπαρεστάθησαν εἰς τὸ βαρὺ πένθος μας διὰ τὸν θάνατον τοῦ προσφιλοῦς μας συζύγου, πατρὸς καὶ πάππου. Ἐπίσης εὐχαριστοῦμε τοὺς ἰατροὺς καὶ τὸ νοσηλευτικὸν προσωπικὸν τοῦ Νοσοκομείου διὰ τὰς φροντίδας των. Ἡ οἰκογένεια. Ἐπίσης εὐχαριστοῦμε τὴν Ἀστυνομίαν Θεσσαλονίκης διὰ τὴν συνδρομήν της. [247, 737, 409, 850]
woman-subhead: Η ΔΡΑΣΤΙΣ ΜΕΤΑ ΤΗΝ ΠΡΑΞΙΝ ΤΗΣ ΕΤΡΑΠΗ ΕΙΣ ΦΥΓΗΝ [1227, 903, 1528, 915]
weddings-title: Μέλλοντες γάμοι [50, 252, 191, 269]
thant-headline: Ο κ. ΘΑΝΤ ΣΥΝΗΝΤΗΘΗ ΜΕ ΤΟΝ κ. ΦΕΝΤΟΡΕΝΚΟ [419, 1573, 598, 1597]
election-headline-3: τῶν αὐριανῶν ἐκλογῶν [1186, 111, 1568, 144]
trial-headline-3: ΕΚΗΡΥΞΕΝ Ο ΕΙΣΑΓΓΕΛΕΥΣ ΤΟΝ ΠΕΡΣΗΝ [1015, 1437, 1571, 1466]
venezuela-text: ΚΑΡΑΚΑΣ, 13. (Ρόιτερ).— Ὁ Ἀμερικανὸς ἀντισμήναρχος Μάικλ Σμόλεν ὁ ὁποῖος εἶχεν ἀπαχθῆ ὑπὸ τρομοκρατῶν, ἀφέθη ἐλεύθερος μετὰ τετραήμερον κράτησιν. Ἐδήλωσεν ὅτι οἱ ἀπαγωγεῖς τοῦ συμπεριεφέρθησαν καλῶς καὶ ὅτι ἡ πρᾶξις ἔγινε χάριν διαφημίσεως. Ἡ ἀστυνομία συνέλαβε δύο ὑπόπτους. [1179, 635, 1576, 676]
trial-headline-2: ΜΕ ΤΟ ΕΛΑΦΡΥΝΤΙΚΟΝ ΜΕΤΡΙΑΣ ΣΥΓΧΥΣΕΩΣ [1070, 1385, 1517, 1440]
